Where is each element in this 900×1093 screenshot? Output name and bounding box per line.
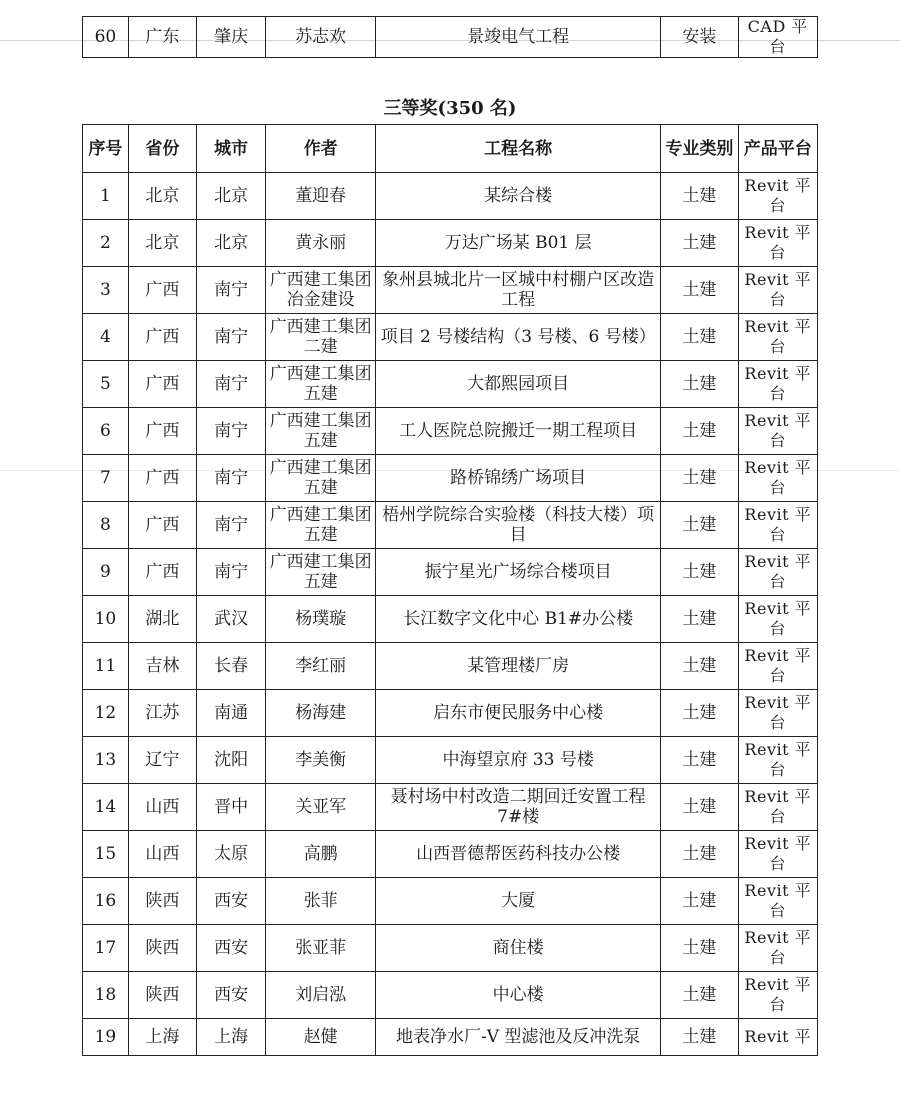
table-row (83, 596, 818, 643)
cell-seq: 3 (83, 267, 129, 314)
cell-author: 广西建工集团冶金建设 (266, 267, 376, 314)
header-category: 专业类别 (661, 125, 738, 173)
cell-author: 关亚军 (266, 784, 376, 831)
cell-province: 江苏 (128, 690, 196, 737)
cell-city: 西安 (197, 925, 266, 972)
cell-platform: Revit 平台 (738, 972, 817, 1019)
cell-city: 太原 (197, 831, 266, 878)
cell-province: 吉林 (128, 643, 196, 690)
cell-project: 振宁星光广场综合楼项目 (376, 549, 661, 596)
cell-province: 辽宁 (128, 737, 196, 784)
cell-project: 路桥锦绣广场项目 (376, 455, 661, 502)
cell-city: 南宁 (197, 455, 266, 502)
cell-province: 湖北 (128, 596, 196, 643)
table-row (83, 690, 818, 737)
cell-category: 土建 (661, 972, 738, 1019)
cell-city: 北京 (197, 173, 266, 220)
cell-author: 董迎春 (266, 173, 376, 220)
cell-seq: 60 (83, 17, 129, 58)
cell-city: 南宁 (197, 502, 266, 549)
cell-province: 广东 (128, 17, 196, 58)
cell-seq: 19 (83, 1019, 129, 1056)
cell-category: 土建 (661, 1019, 738, 1056)
cell-category: 土建 (661, 314, 738, 361)
cell-author: 杨海建 (266, 690, 376, 737)
cell-seq: 5 (83, 361, 129, 408)
cell-city: 西安 (197, 878, 266, 925)
cell-platform: Revit 平台 (738, 596, 817, 643)
cell-category: 土建 (661, 925, 738, 972)
cell-city: 南宁 (197, 408, 266, 455)
cell-category: 土建 (661, 220, 738, 267)
cell-author: 广西建工集团五建 (266, 455, 376, 502)
header-city: 城市 (197, 125, 266, 173)
header-author: 作者 (266, 125, 376, 173)
cell-province: 北京 (128, 173, 196, 220)
cell-project: 工人医院总院搬迁一期工程项目 (376, 408, 661, 455)
cell-project: 山西晋德帮医药科技办公楼 (376, 831, 661, 878)
cell-platform: Revit 平台 (738, 314, 817, 361)
table-row (83, 784, 818, 831)
cell-author: 张亚菲 (266, 925, 376, 972)
cell-city: 西安 (197, 972, 266, 1019)
cell-seq: 6 (83, 408, 129, 455)
cell-author: 广西建工集团五建 (266, 408, 376, 455)
cell-city: 南通 (197, 690, 266, 737)
cell-category: 土建 (661, 643, 738, 690)
cell-city: 长春 (197, 643, 266, 690)
cell-city: 晋中 (197, 784, 266, 831)
table-header-row (83, 125, 818, 173)
cell-province: 山西 (128, 784, 196, 831)
cell-category: 土建 (661, 878, 738, 925)
previous-award-table (82, 16, 818, 58)
header-seq: 序号 (83, 125, 129, 173)
cell-category: 土建 (661, 690, 738, 737)
cell-platform: Revit 平台 (738, 878, 817, 925)
cell-category: 土建 (661, 784, 738, 831)
cell-province: 广西 (128, 408, 196, 455)
cell-project: 万达广场某 B01 层 (376, 220, 661, 267)
table-row (83, 549, 818, 596)
cell-category: 安装 (661, 17, 738, 58)
cell-category: 土建 (661, 831, 738, 878)
cell-seq: 4 (83, 314, 129, 361)
cell-seq: 13 (83, 737, 129, 784)
cell-platform: Revit 平台 (738, 690, 817, 737)
table-row (83, 267, 818, 314)
cell-seq: 8 (83, 502, 129, 549)
cell-province: 北京 (128, 220, 196, 267)
cell-project: 景竣电气工程 (376, 17, 661, 58)
table-row (83, 220, 818, 267)
cell-city: 肇庆 (197, 17, 266, 58)
table-row (83, 455, 818, 502)
cell-city: 南宁 (197, 267, 266, 314)
cell-platform: Revit 平 (738, 1019, 817, 1056)
cell-category: 土建 (661, 549, 738, 596)
cell-platform: Revit 平台 (738, 408, 817, 455)
cell-province: 陕西 (128, 878, 196, 925)
table-row (83, 1019, 818, 1056)
cell-seq: 1 (83, 173, 129, 220)
cell-province: 上海 (128, 1019, 196, 1056)
cell-province: 广西 (128, 549, 196, 596)
cell-author: 李美衡 (266, 737, 376, 784)
cell-project: 商住楼 (376, 925, 661, 972)
cell-city: 沈阳 (197, 737, 266, 784)
table-row (83, 408, 818, 455)
cell-province: 广西 (128, 361, 196, 408)
cell-province: 陕西 (128, 972, 196, 1019)
cell-province: 山西 (128, 831, 196, 878)
cell-seq: 17 (83, 925, 129, 972)
cell-province: 陕西 (128, 925, 196, 972)
cell-platform: CAD 平台 (738, 17, 817, 58)
cell-author: 张菲 (266, 878, 376, 925)
cell-author: 广西建工集团五建 (266, 502, 376, 549)
cell-project: 大都熙园项目 (376, 361, 661, 408)
cell-city: 南宁 (197, 549, 266, 596)
cell-category: 土建 (661, 502, 738, 549)
cell-platform: Revit 平台 (738, 267, 817, 314)
cell-project: 梧州学院综合实验楼（科技大楼）项目 (376, 502, 661, 549)
cell-category: 土建 (661, 361, 738, 408)
cell-seq: 16 (83, 878, 129, 925)
cell-platform: Revit 平台 (738, 925, 817, 972)
cell-author: 广西建工集团五建 (266, 361, 376, 408)
cell-category: 土建 (661, 408, 738, 455)
cell-project: 启东市便民服务中心楼 (376, 690, 661, 737)
cell-author: 广西建工集团五建 (266, 549, 376, 596)
cell-author: 李红丽 (266, 643, 376, 690)
cell-city: 南宁 (197, 361, 266, 408)
cell-platform: Revit 平台 (738, 831, 817, 878)
cell-project: 某综合楼 (376, 173, 661, 220)
cell-author: 广西建工集团二建 (266, 314, 376, 361)
cell-author: 苏志欢 (266, 17, 376, 58)
table-row (83, 643, 818, 690)
cell-platform: Revit 平台 (738, 549, 817, 596)
cell-project: 项目 2 号楼结构（3 号楼、6 号楼） (376, 314, 661, 361)
header-platform: 产品平台 (738, 125, 817, 173)
cell-province: 广西 (128, 314, 196, 361)
table-row (83, 173, 818, 220)
cell-seq: 15 (83, 831, 129, 878)
cell-seq: 18 (83, 972, 129, 1019)
cell-project: 地表净水厂-V 型滤池及反冲洗泵 (376, 1019, 661, 1056)
cell-province: 广西 (128, 502, 196, 549)
cell-author: 黄永丽 (266, 220, 376, 267)
cell-platform: Revit 平台 (738, 220, 817, 267)
cell-city: 北京 (197, 220, 266, 267)
cell-platform: Revit 平台 (738, 784, 817, 831)
cell-seq: 10 (83, 596, 129, 643)
cell-project: 某管理楼厂房 (376, 643, 661, 690)
table-row (83, 502, 818, 549)
cell-project: 中海望京府 33 号楼 (376, 737, 661, 784)
table-row (83, 972, 818, 1019)
cell-project: 长江数字文化中心 B1#办公楼 (376, 596, 661, 643)
cell-author: 刘启泓 (266, 972, 376, 1019)
cell-category: 土建 (661, 455, 738, 502)
table-row (83, 737, 818, 784)
cell-category: 土建 (661, 267, 738, 314)
cell-project: 象州县城北片一区城中村棚户区改造工程 (376, 267, 661, 314)
table-row (83, 361, 818, 408)
cell-platform: Revit 平台 (738, 455, 817, 502)
header-project: 工程名称 (376, 125, 661, 173)
cell-category: 土建 (661, 596, 738, 643)
cell-platform: Revit 平台 (738, 643, 817, 690)
table-row (83, 831, 818, 878)
cell-project: 聂村场中村改造二期回迁安置工程 7#楼 (376, 784, 661, 831)
cell-province: 广西 (128, 267, 196, 314)
cell-platform: Revit 平台 (738, 737, 817, 784)
third-prize-table (82, 124, 818, 1056)
cell-platform: Revit 平台 (738, 502, 817, 549)
cell-project: 大厦 (376, 878, 661, 925)
cell-category: 土建 (661, 737, 738, 784)
cell-project: 中心楼 (376, 972, 661, 1019)
cell-seq: 9 (83, 549, 129, 596)
cell-city: 武汉 (197, 596, 266, 643)
cell-province: 广西 (128, 455, 196, 502)
cell-city: 南宁 (197, 314, 266, 361)
cell-seq: 2 (83, 220, 129, 267)
cell-city: 上海 (197, 1019, 266, 1056)
cell-seq: 14 (83, 784, 129, 831)
cell-platform: Revit 平台 (738, 361, 817, 408)
table-row (83, 878, 818, 925)
cell-seq: 7 (83, 455, 129, 502)
table-row (83, 925, 818, 972)
cell-platform: Revit 平台 (738, 173, 817, 220)
table-row (83, 17, 818, 58)
header-province: 省份 (128, 125, 196, 173)
cell-category: 土建 (661, 173, 738, 220)
section-title: 三等奖(350 名) (383, 98, 517, 119)
cell-author: 杨璞璇 (266, 596, 376, 643)
cell-seq: 11 (83, 643, 129, 690)
table-row (83, 314, 818, 361)
cell-author: 赵健 (266, 1019, 376, 1056)
cell-author: 高鹏 (266, 831, 376, 878)
cell-seq: 12 (83, 690, 129, 737)
